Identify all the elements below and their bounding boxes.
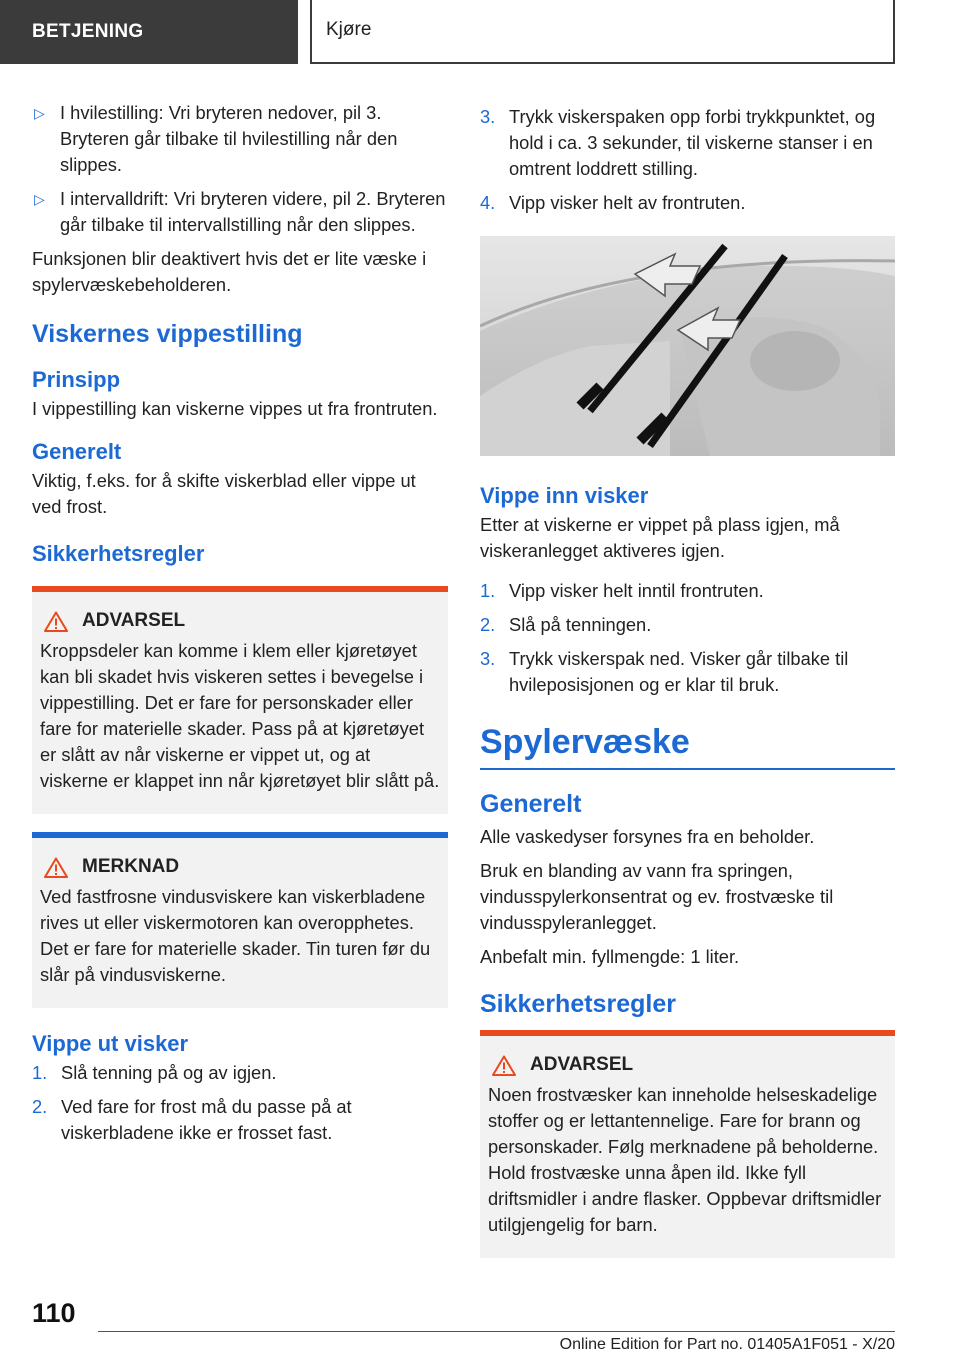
list-item: 1. Slå tenning på og av igjen. — [32, 1062, 277, 1083]
paragraph: Alle vaskedyser forsynes fra en beholder. — [480, 826, 815, 847]
list-item: 2. Slå på tenningen. — [480, 614, 652, 635]
warning-title: ADVARSEL — [82, 610, 186, 631]
warning-box — [32, 586, 448, 814]
section-title: Kjøre — [310, 0, 895, 64]
right-column — [480, 104, 895, 1276]
list-item: 3. Trykk viskerspaken opp forbi trykkpunktet, og hold i ca. 3 sekunder, til viskerne stanser i en omtrent loddrett stilling. — [480, 106, 876, 179]
list-item: ▷ I intervalldrift: Vri bryteren videre, pil 2. Bryteren går tilbake til intervallstilling når den slippes. — [34, 188, 446, 235]
warning-title: ADVARSEL — [530, 1054, 634, 1075]
heading-spylervaeske: Spylervæske — [480, 723, 690, 761]
paragraph: Viktig, f.eks. for å skifte viskerblad eller vippe ut ved frost. — [32, 470, 416, 517]
warning-box — [480, 1030, 895, 1258]
wiper-drawing — [480, 236, 895, 456]
list-item: 1. Vipp visker helt inntil frontruten. — [480, 580, 764, 601]
paragraph: Anbefalt min. fyllmengde: 1 liter. — [480, 946, 740, 967]
list-item: 3. Trykk viskerspak ned. Visker går tilbake til hvileposisjonen og er klar til bruk. — [480, 648, 849, 695]
heading-sikkerhetsregler: Sikkerhetsregler — [480, 990, 676, 1018]
warning-text: Noen frostvæsker kan inneholde helseskadelige stoffer og er lettantennelige. Fare for brann og personskader. Følg merknadene på beholderne. Hold frostvæske unna åpen ild. Ikke fyll driftsmidler i andre flasker. Oppbevar driftsmidler utilgjengelig for barn. — [488, 1084, 882, 1235]
notice-title: MERKNAD — [82, 856, 180, 877]
triangle-bullet-icon: ▷ — [34, 191, 45, 207]
paragraph: I vippestilling kan viskerne vippes ut fra frontruten. — [32, 398, 438, 419]
notice-text: Ved fastfrosne vindusviskere kan viskerbladene rives ut eller viskermotoren kan overopphetes. Det er fare for materielle skader. Tin turen før du slår på vindusviskerne. — [40, 886, 431, 985]
triangle-bullet-icon: ▷ — [34, 105, 45, 121]
paragraph: Funksjonen blir deaktivert hvis det er lite væske i spylervæskebeholderen. — [32, 248, 427, 295]
warning-triangle-icon — [44, 611, 68, 632]
notice-triangle-icon — [44, 857, 68, 878]
wiper-illustration — [480, 236, 895, 456]
notice-box — [32, 832, 448, 1008]
page-number: 110 — [32, 1298, 76, 1328]
edition-text: Online Edition for Part no. 01405A1F051 - X/20 — [559, 1336, 895, 1353]
list-item: ▷ I hvilestilling: Vri bryteren nedover, pil 3. Bryteren går tilbake til hvilestilling når den slippes. — [34, 102, 398, 175]
heading-prinsipp: Prinsipp — [32, 367, 121, 392]
heading-vippe-inn: Vippe inn visker — [480, 483, 649, 508]
list-item: 2. Ved fare for frost må du passe på at viskerbladene ikke er frosset fast. — [32, 1096, 352, 1143]
heading-rule — [480, 768, 895, 770]
heading-generelt: Generelt — [480, 790, 582, 818]
list-item: 4. Vipp visker helt av frontruten. — [480, 192, 746, 213]
paragraph: Bruk en blanding av vann fra springen, vindusspylerkonsentrat og ev. frostvæske til vindusspyleranlegget. — [480, 860, 834, 933]
paragraph: Etter at viskerne er vippet på plass igjen, må viskeranlegget aktiveres igjen. — [480, 514, 840, 561]
heading-sikkerhetsregler: Sikkerhetsregler — [32, 541, 205, 566]
left-column — [32, 100, 448, 1154]
chapter-tab: BETJENING — [0, 0, 298, 64]
heading-vippestilling: Viskernes vippestilling — [32, 320, 303, 348]
heading-generelt: Generelt — [32, 439, 122, 464]
footer-rule — [98, 1331, 895, 1332]
heading-vippe-ut: Vippe ut visker — [32, 1031, 189, 1056]
warning-triangle-icon — [492, 1055, 516, 1076]
warning-text: Kroppsdeler kan komme i klem eller kjøretøyet kan bli skadet hvis viskeren settes i bevegelse i vippestilling. Det er fare for personskader eller fare for materielle skader. Pass på at kjøretøyet er slått av når viskerne er vippet ut, og at viskerne er klappet inn når kjøretøyet blir slått på. — [40, 640, 440, 791]
